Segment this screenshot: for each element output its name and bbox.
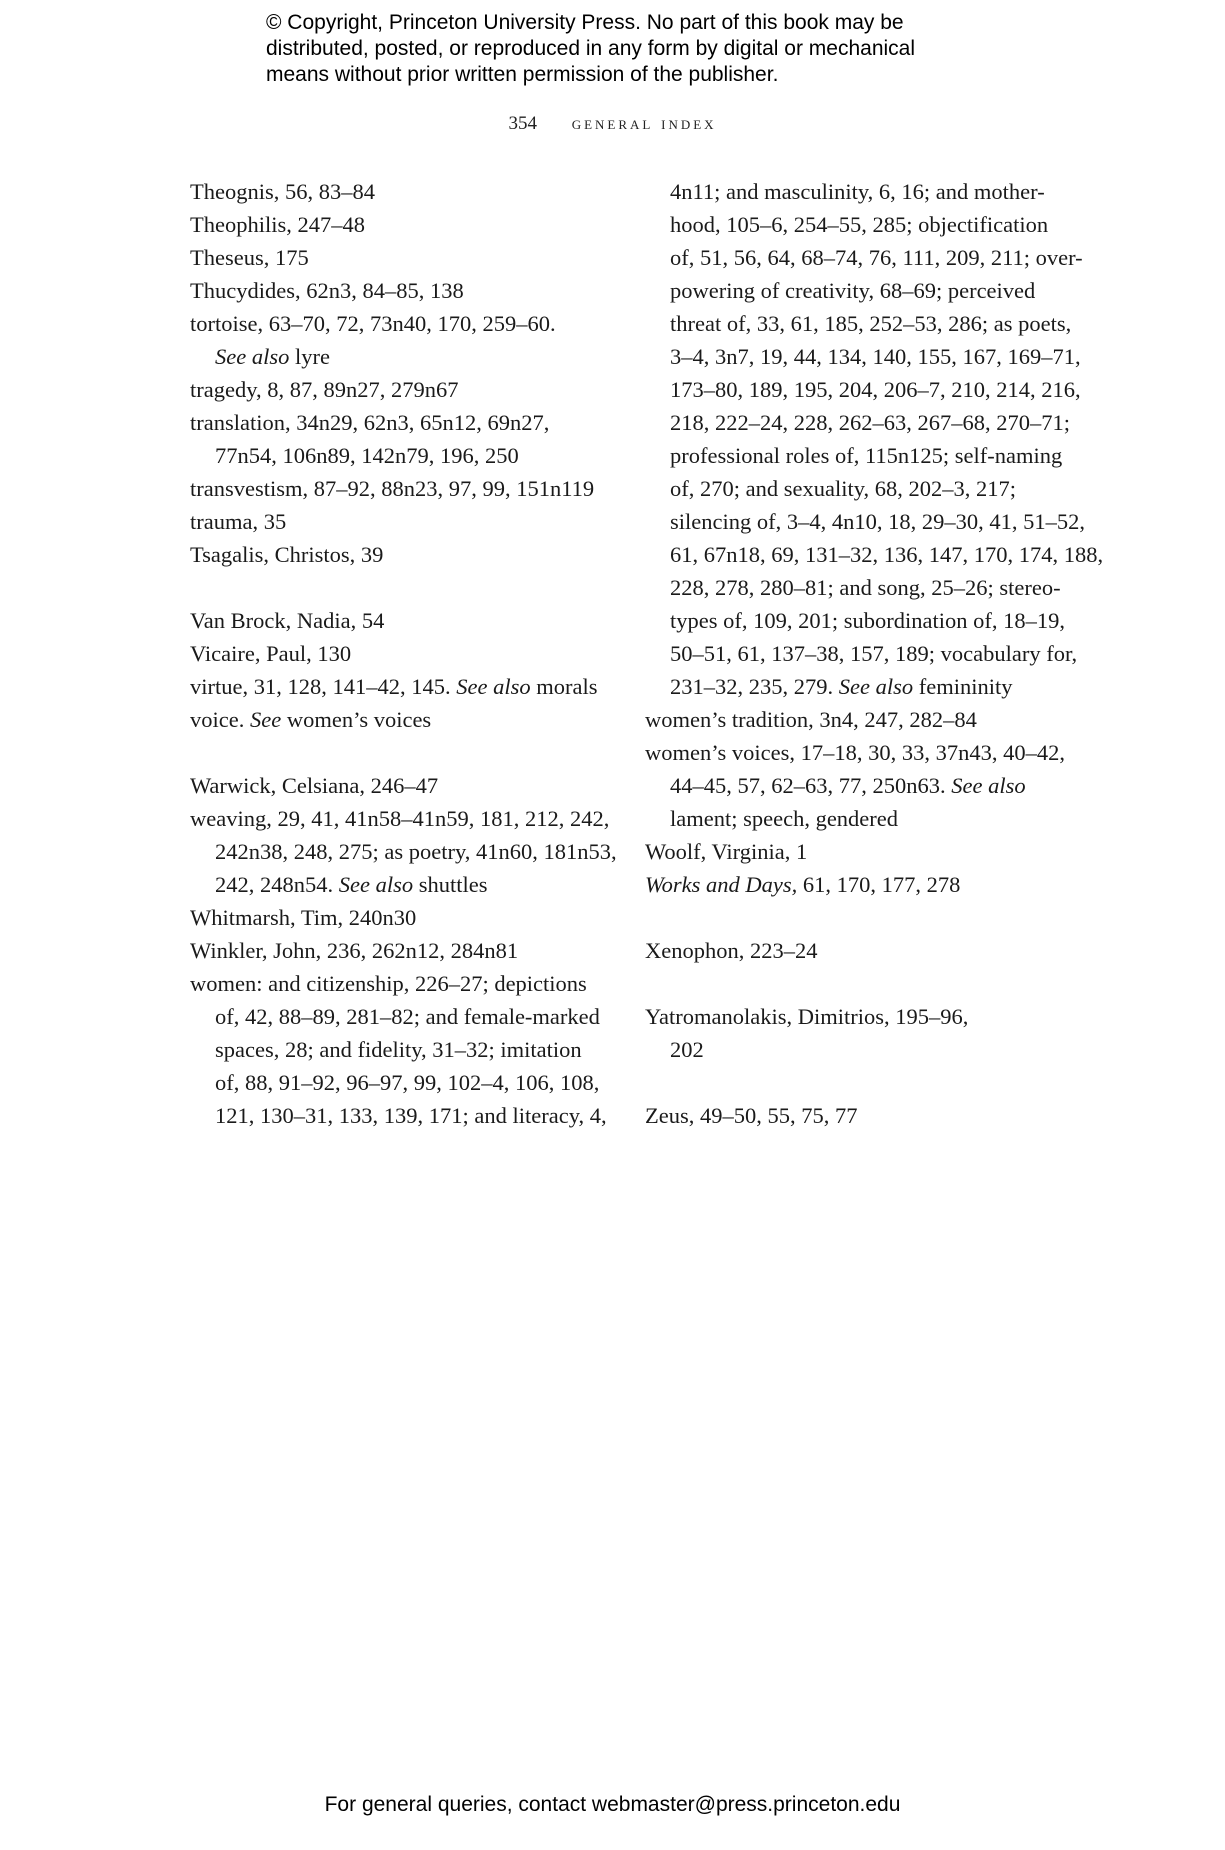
index-entry: Zeus, 49–50, 55, 75, 77	[645, 1103, 858, 1128]
copyright-line: distributed, posted, or reproduced in any form by digital or mechanical	[266, 37, 916, 60]
index-entry-continuation: lament; speech, gendered	[670, 806, 899, 831]
section-gap	[190, 571, 610, 604]
section-gap	[645, 967, 1065, 1000]
index-entry-continuation: types of, 109, 201; subordination of, 18–19,	[670, 608, 1065, 633]
index-entry-continuation: 202	[670, 1037, 704, 1062]
index-entry-continuation	[190, 340, 610, 373]
section-gap	[190, 736, 610, 769]
index-entry: trauma, 35	[190, 509, 287, 534]
index-entry: transvestism, 87–92, 88n23, 97, 99, 151n119	[190, 476, 595, 501]
index-entry-continuation: silencing of, 3–4, 4n10, 18, 29–30, 41, 51–52,	[670, 509, 1085, 534]
see-also-target: lyre	[289, 344, 330, 369]
index-entry: Winkler, John, 236, 262n12, 284n81	[190, 938, 519, 963]
index-entry-continuation: 242n38, 248, 275; as poetry, 41n60, 181n53,	[215, 839, 617, 864]
index-entry	[645, 868, 1065, 901]
entry-text: voice.	[190, 707, 250, 732]
index-entry-continuation: powering of creativity, 68–69; perceived	[670, 278, 1036, 303]
entry-text: 242, 248n54.	[215, 872, 339, 897]
copyright-line: means without prior written permission of the publisher.	[266, 63, 779, 86]
index-entry: Tsagalis, Christos, 39	[190, 542, 384, 567]
see-also-target: femininity	[913, 674, 1013, 699]
index-entry-continuation: 4n11; and masculinity, 6, 16; and mother-	[670, 179, 1045, 204]
index-entry-continuation: 228, 278, 280–81; and song, 25–26; stereo-	[670, 575, 1061, 600]
index-entry-continuation: spaces, 28; and fidelity, 31–32; imitation	[215, 1037, 582, 1062]
index-entry: women’s voices, 17–18, 30, 33, 37n43, 40–42,	[645, 740, 1065, 765]
index-entry: women’s tradition, 3n4, 247, 282–84	[645, 707, 977, 732]
index-entry: weaving, 29, 41, 41n58–41n59, 181, 212, 242,	[190, 806, 610, 831]
copyright-notice	[266, 10, 1026, 88]
index-entry-continuation: of, 51, 56, 64, 68–74, 76, 111, 209, 211; over-	[670, 245, 1083, 270]
index-entry: Vicaire, Paul, 130	[190, 641, 352, 666]
index-entry: Warwick, Celsiana, 246–47	[190, 773, 439, 798]
index-entry: Thucydides, 62n3, 84–85, 138	[190, 278, 464, 303]
index-entry: tragedy, 8, 87, 89n27, 279n67	[190, 377, 459, 402]
see-also-target: shuttles	[413, 872, 488, 897]
index-entry-continuation: 61, 67n18, 69, 131–32, 136, 147, 170, 174, 188,	[670, 542, 1104, 567]
index-entry-continuation	[190, 868, 610, 901]
index-entry-continuation: 218, 222–24, 228, 262–63, 267–68, 270–71;	[670, 410, 1071, 435]
index-entry-continuation: threat of, 33, 61, 185, 252–53, 286; as poets,	[670, 311, 1072, 336]
index-column-left	[190, 175, 617, 1132]
index-entry-continuation: of, 270; and sexuality, 68, 202–3, 217;	[670, 476, 1017, 501]
index-entry: Van Brock, Nadia, 54	[190, 608, 385, 633]
index-entry-continuation: 3–4, 3n7, 19, 44, 134, 140, 155, 167, 169–71,	[670, 344, 1081, 369]
index-entry-continuation	[645, 670, 1065, 703]
entry-text: virtue, 31, 128, 141–42, 145.	[190, 674, 457, 699]
running-head	[0, 113, 1225, 135]
index-entry: women: and citizenship, 226–27; depictions	[190, 971, 587, 996]
index-entry-continuation: 121, 130–31, 133, 139, 171; and literacy, 4,	[215, 1103, 607, 1128]
section-gap	[645, 901, 1065, 934]
see-target: women’s voices	[281, 707, 432, 732]
index-entry	[190, 670, 610, 703]
index-entry: Whitmarsh, Tim, 240n30	[190, 905, 417, 930]
page-title: general index	[571, 113, 717, 134]
index-entry: Woolf, Virginia, 1	[645, 839, 808, 864]
index-entry: Xenophon, 223–24	[645, 938, 818, 963]
section-gap	[645, 1066, 1065, 1099]
copyright-line: © Copyright, Princeton University Press. No part of this book may be	[266, 11, 904, 34]
book-title: Works and Days,	[645, 872, 798, 897]
index-entry-continuation: of, 88, 91–92, 96–97, 99, 102–4, 106, 108,	[215, 1070, 600, 1095]
see-label: See	[249, 707, 282, 732]
see-also-target: morals	[530, 674, 598, 699]
index-entry: tortoise, 63–70, 72, 73n40, 170, 259–60.	[190, 311, 556, 336]
see-also-label: See also	[456, 674, 531, 699]
entry-text: 231–32, 235, 279.	[670, 674, 839, 699]
index-entry: Yatromanolakis, Dimitrios, 195–96,	[645, 1004, 969, 1029]
index-column-right	[645, 175, 1104, 1132]
entry-text: 61, 170, 177, 278	[797, 872, 961, 897]
index-entry: Theseus, 175	[190, 245, 309, 270]
index-entry-continuation	[645, 769, 1065, 802]
index-entry: translation, 34n29, 62n3, 65n12, 69n27,	[190, 410, 550, 435]
index-entry	[190, 703, 610, 736]
index-entry-continuation: of, 42, 88–89, 281–82; and female-marked	[215, 1004, 600, 1029]
footer-contact: For general queries, contact webmaster@press.princeton.edu	[324, 1793, 901, 1816]
index-entry: Theophilis, 247–48	[190, 212, 365, 237]
see-also-label: See also	[215, 344, 290, 369]
page-number: 354	[508, 113, 537, 134]
index-entry-continuation: professional roles of, 115n125; self-naming	[670, 443, 1063, 468]
index-entry-continuation: 173–80, 189, 195, 204, 206–7, 210, 214, 216,	[670, 377, 1081, 402]
index-entry-continuation: 50–51, 61, 137–38, 157, 189; vocabulary for,	[670, 641, 1078, 666]
index-entry: Theognis, 56, 83–84	[190, 179, 375, 204]
see-also-label: See also	[951, 773, 1026, 798]
see-also-label: See also	[338, 872, 414, 897]
see-also-label: See also	[838, 674, 914, 699]
index-entry-continuation: hood, 105–6, 254–55, 285; objectification	[670, 212, 1049, 237]
entry-text: 44–45, 57, 62–63, 77, 250n63.	[670, 773, 952, 798]
index-entry-continuation: 77n54, 106n89, 142n79, 196, 250	[215, 443, 519, 468]
